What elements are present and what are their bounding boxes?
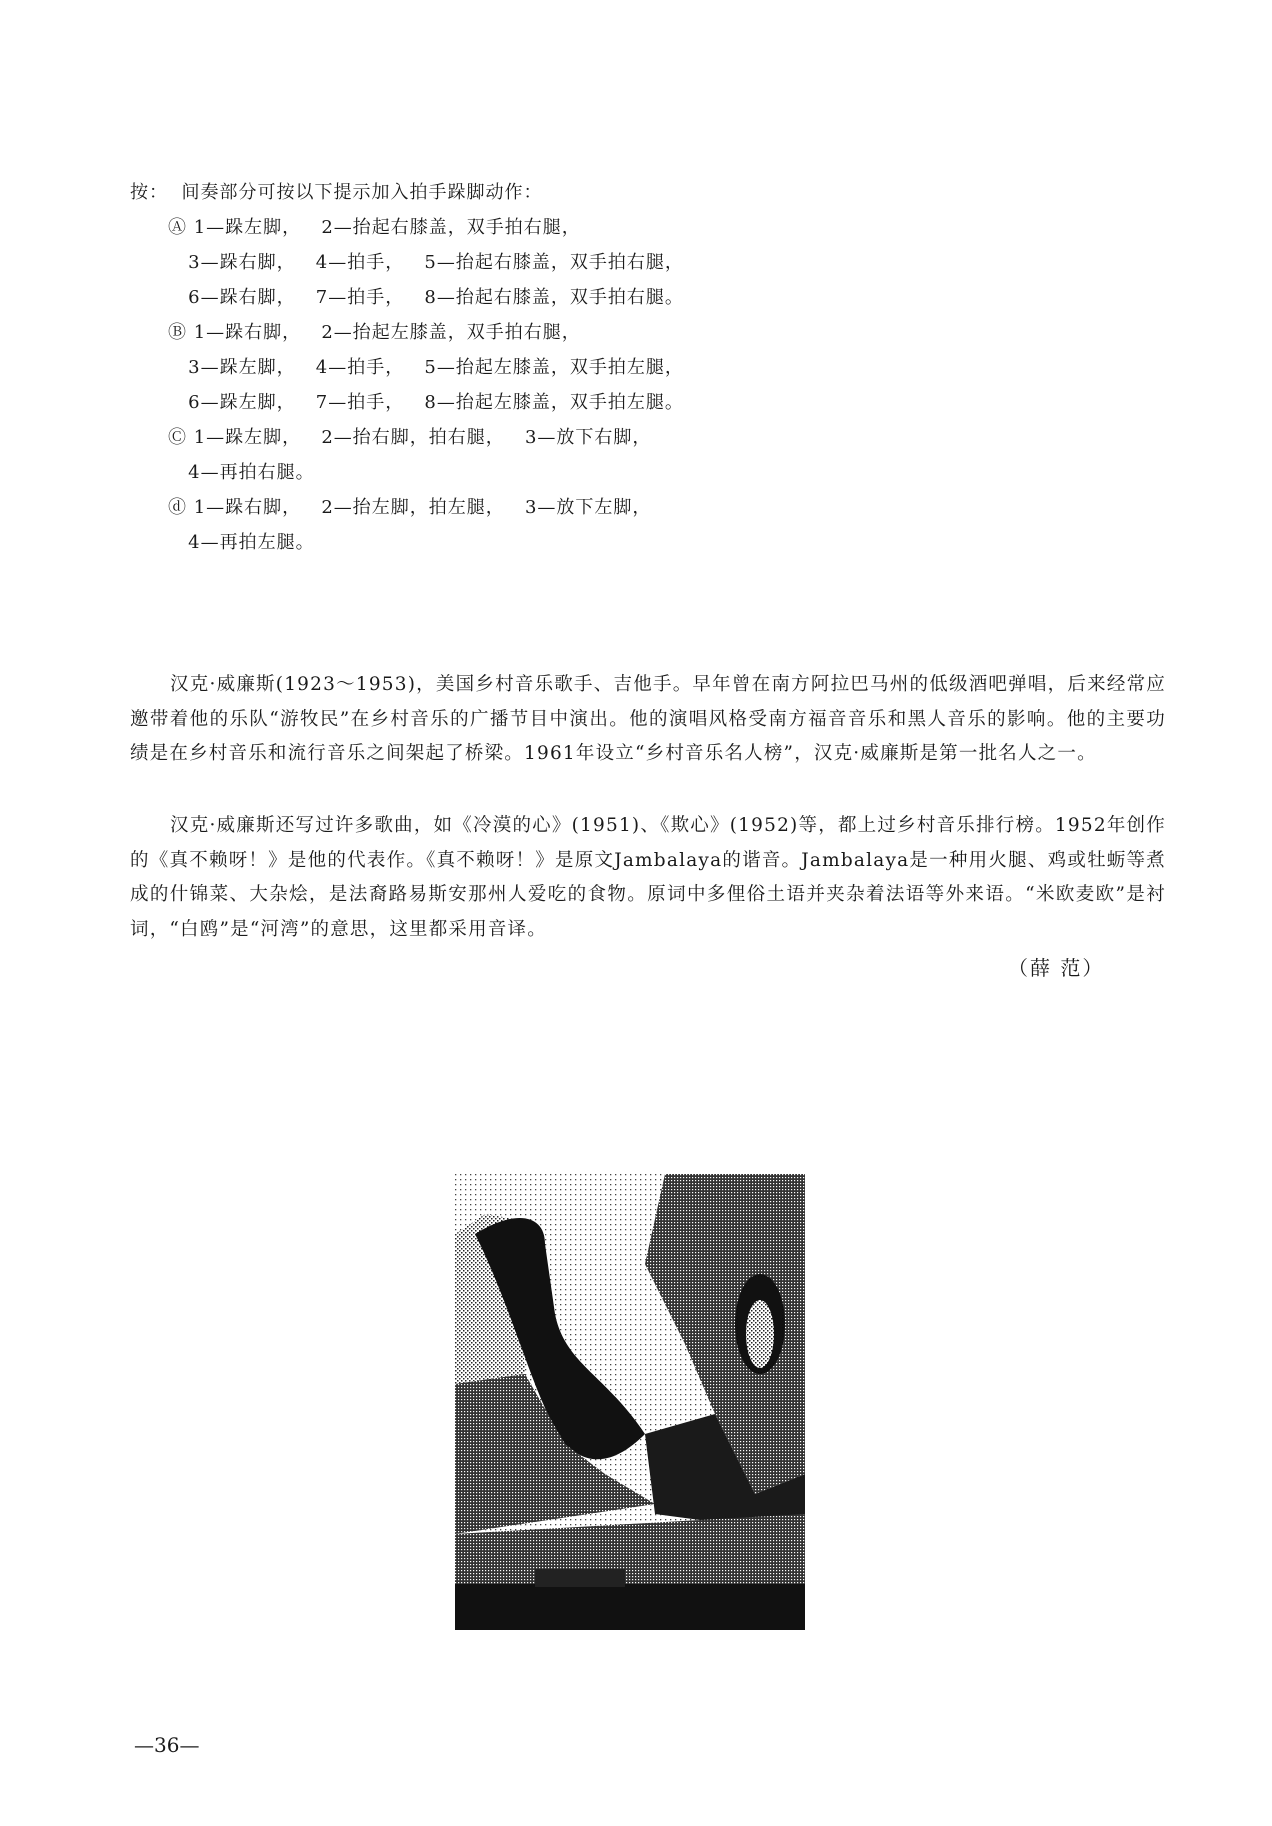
- page-number: —36—: [134, 1733, 200, 1757]
- note-line: 6—跺右脚， 7—拍手， 8—抬起右膝盖，双手拍右腿。: [168, 287, 684, 308]
- note-line: 3—跺左脚， 4—拍手， 5—抬起左膝盖，双手拍左腿，: [168, 357, 684, 378]
- author-signature: （薛 范）: [1008, 956, 1105, 980]
- note-line: Ⓐ 1—跺左脚， 2—抬起右膝盖，双手拍右腿，: [168, 217, 581, 238]
- note-line: 3—跺右脚， 4—拍手， 5—抬起右膝盖，双手拍右腿，: [168, 252, 684, 273]
- note-line: Ⓑ 1—跺右脚， 2—抬起左膝盖，双手拍右腿，: [168, 322, 581, 343]
- note-line: Ⓒ 1—跺左脚， 2—抬右脚，拍右腿， 3—放下右脚，: [168, 427, 652, 448]
- note-line: ⓓ 1—跺右脚， 2—抬左脚，拍左腿， 3—放下左脚，: [168, 497, 652, 518]
- illustration-mountain-river: [455, 1174, 805, 1630]
- note-line: 6—跺左脚， 7—拍手， 8—抬起左膝盖，双手拍左腿。: [168, 392, 684, 413]
- biography-paragraph: 汉克·威廉斯(1923～1953)，美国乡村音乐歌手、吉他手。早年曾在南方阿拉巴马州的低级酒吧弹唱，后来经常应邀带着他的乐队“游牧民”在乡村音乐的广播节目中演出。他的演唱风格受南方福音音乐和黑人音乐的影响。他的主要功绩是在乡村音乐和流行音乐之间架起了桥梁。1961年设立“乡村音乐名人榜”，汉克·威廉斯是第一批名人之一。: [130, 674, 1166, 764]
- note-line: 4—再拍左腿。: [168, 532, 315, 553]
- note-heading: 按： 间奏部分可按以下提示加入拍手跺脚动作：: [130, 182, 543, 203]
- note-line: 4—再拍右腿。: [168, 462, 315, 483]
- song-paragraph: 汉克·威廉斯还写过许多歌曲，如《冷漠的心》(1951)、《欺心》(1952)等，都上过乡村音乐排行榜。1952年创作的《真不赖呀！》是他的代表作。《真不赖呀！》是原文Jambalaya的谐音。Jambalaya是一种用火腿、鸡或牡蛎等煮成的什锦菜、大杂烩，是法裔路易斯安那州人爱吃的食物。原词中多俚俗土语并夹杂着法语等外来语。“米欧麦欧”是衬词，“白鸥”是“河湾”的意思，这里都采用音译。: [130, 815, 1166, 940]
